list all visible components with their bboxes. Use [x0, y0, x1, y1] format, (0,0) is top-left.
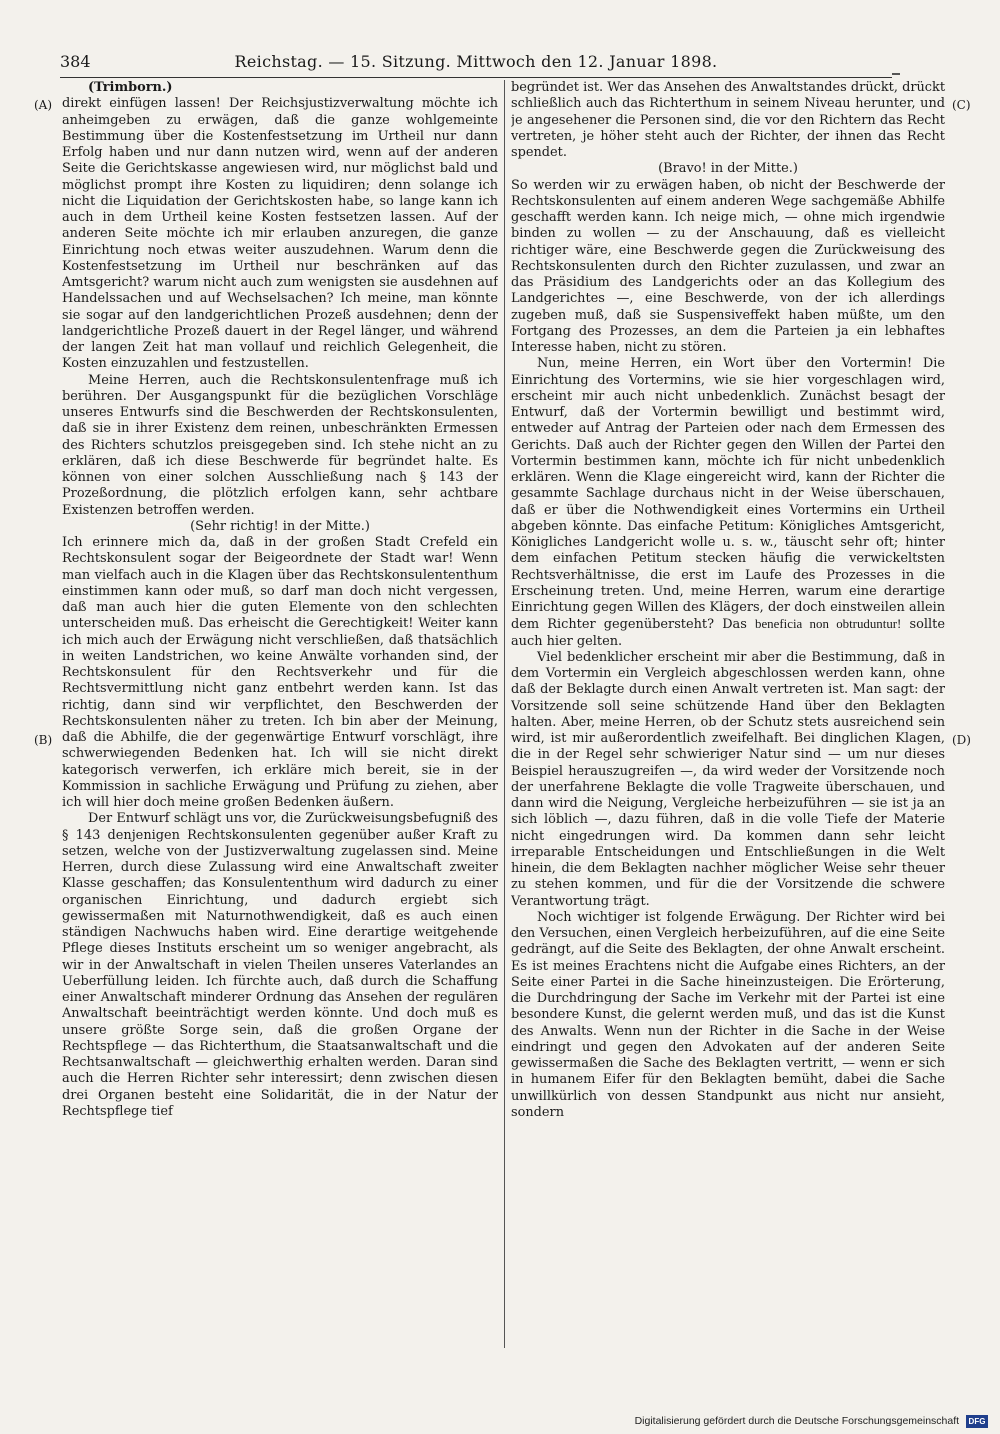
- paragraph: Ich erinnere mich da, daß in der großen Stadt Crefeld ein Rechtskonsulent sogar der Beigeordnete der Stadt war! Wenn man vielfach auch in die Klagen über das Rechtskonsulententhum einstimmen kann oder muß, so darf man doch nicht vergessen, daß man auch hier die guten Elemente von den schlechten unterscheiden muß. Das erheischt die Gerechtigkeit! Weiter kann ich mich auch der Erwägung nicht verschließen, daß thatsächlich in weiten Landstrichen, wo keine Anwälte vorhanden sind, der Rechtskonsulent für den Rechtsverkehr und für die Rechtsvermittlung nicht ganz entbehrt werden kann. Ist das richtig, dann sind wir verpflichtet, den Beschwerden der Rechtskonsulenten näher zu treten. Ich bin aber der Meinung, daß die Abhilfe, die der gegenwärtige Entwurf vorschlägt, ihre schwerwiegenden Bedenken hat. Ich will sie nicht direkt kategorisch verwerfen, ich erkläre mich bereit, sie in der Kommission in sachliche Erwägung und Prüfung zu ziehen, aber ich will hier doch meine großen Bedenken äußern.: [62, 535, 498, 810]
- paragraph: Viel bedenklicher erscheint mir aber die Bestimmung, daß in dem Vortermin ein Vergleich abgeschlossen werden kann, ohne daß der Beklagte durch einen Anwalt vertreten ist. Man sagt: der Vorsitzende soll seine schützende Hand über den Beklagten halten. Aber, meine Herren, ob der Schutz stets ausreichend sein wird, ist mir außerordentlich zweifelhaft. Bei dinglichen Klagen, die in der Regel sehr schwieriger Natur sind — um nur dieses Beispiel herauszugreifen —, da wird weder der Vorsitzende noch der unerfahrene Beklagte die volle Tragweite überschauen, und dann wird die Neigung, Vergleiche herbeizuführen — sie ist ja an sich löblich —, dazu führen, daß in die volle Tiefe der Materie nicht eingedrungen wird. Da kommen dann sehr leicht irreparable Entscheidungen und Entschließungen in die Welt hinein, die dem Beklagten nachher möglicher Weise sehr theuer zu stehen kommen, und für die der Vorsitzende die schwere Verantwortung trägt.: [511, 649, 945, 909]
- margin-marker-b: (B): [34, 733, 53, 747]
- paragraph-text: sollte auch hier gelten.: [511, 617, 945, 649]
- interjection: (Sehr richtig! in der Mitte.): [190, 518, 370, 534]
- page-number: 384: [60, 52, 91, 71]
- paragraph: Noch wichtiger ist folgende Erwägung. Der Richter wird bei den Versuchen, einen Vergleich herbeizuführen, auf die eine Seite gedrängt, auf die Seite des Beklagten, der ohne Anwalt erscheint. Es ist meines Erachtens nicht die Aufgabe eines Richters, an der Seite einer Partei in die Sache hineinzusteigen. Die Erörterung, die Durchdringung der Sache im Verkehr mit der Partei ist eine besondere Kunst, die gelernt werden muß, und das ist die Kunst des Anwalts. Wenn nun der Richter in die Sache in der Weise eindringt und gegen den Advokaten auf der anderen Seite gewissermaßen die Sache des Beklagten vertritt, — wenn er sich in humanem Eifer für den Beklagten bemüht, dabei die Sache unwillkürlich von dessen Standpunkt aus nicht nur ansieht, sondern: [511, 909, 945, 1120]
- column-divider: [504, 80, 505, 1348]
- footer-credit: Digitalisierung gefördert durch die Deutsche Forschungsgemeinschaft: [634, 1415, 960, 1427]
- paragraph: direkt einfügen lassen! Der Reichsjustizverwaltung möchte ich anheimgeben zu erwägen, daß die ganze wohlgemeinte Bestimmung über die Kostenfestsetzung im Urtheil nur dann Erfolg haben und nur dann nutzen wird, wenn auf der anderen Seite die Gerichtskasse angewiesen wird, nur möglichst bald und möglichst prompt ihre Kosten zu liquidiren; denn solange ich nicht die Liquidation der Gerichtskosten habe, so lange kann ich auch in dem Urtheil keine Kosten festsetzen lassen. Auf der anderen Seite möchte ich mir erlauben anzuregen, die ganze Einrichtung noch etwas weiter auszudehnen. Warum denn die Kostenfestsetzung im Urtheil nur beschränken auf das Amtsgericht? warum nicht auch zum wenigsten sie ausdehnen auf Handelssachen und auf Wechselsachen? Ich meine, man könnte sie sogar auf den landgerichtlichen Prozeß ausdehnen; denn der landgerichtliche Prozeß dauert in der Regel länger, und während der langen Zeit hat man vollauf und reichlich Gelegenheit, die Kosten einzuzahlen und festzustellen.: [62, 96, 498, 372]
- paragraph: Meine Herren, auch die Rechtskonsulentenfrage muß ich berühren. Der Ausgangspunkt für die bezüglichen Vorschläge unseres Entwurfs sind die Beschwerden der Rechtskonsulenten, daß sie in ihrer Existenz dem reinen, unbeschränkten Ermessen des Richters schutzlos preisgegeben sind. Ich stehe nicht an zu erklären, daß ich diese Beschwerde für begründet halte. Es können von einer solchen Ausschließung nach § 143 der Prozeßordnung, die plötzlich erfolgen kann, sehr achtbare Existenzen betroffen werden.: [62, 372, 498, 518]
- interjection: (Bravo! in der Mitte.): [658, 161, 798, 177]
- header-rule: [60, 77, 892, 78]
- margin-marker-a: (A): [34, 98, 53, 112]
- running-title: Reichstag. — 15. Sitzung. Mittwoch den 12. Januar 1898.: [234, 52, 718, 71]
- page-header: [60, 50, 892, 74]
- margin-marker-c: (C): [952, 98, 971, 112]
- left-column: [62, 80, 498, 1348]
- dfg-logo-icon: DFG: [966, 1415, 988, 1428]
- footer: [608, 1412, 988, 1430]
- paragraph: So werden wir zu erwägen haben, ob nicht der Beschwerde der Rechtskonsulenten auf einem anderen Wege sachgemäße Abhilfe geschafft werden kann. Ich neige mich, — ohne mich irgendwie binden zu wollen — zu der Anschauung, daß es vielleicht richtiger wäre, eine Beschwerde gegen die Zurückweisung des Rechtskonsulenten durch den Richter zuzulassen, und zwar an das Präsidium des Landgerichts oder an das Kollegium des Landgerichtes —, eine Beschwerde, von der ich allerdings zugeben muß, daß sie Suspensiveffekt haben müßte, um den Fortgang des Prozesses, an dem die Parteien ja ein lebhaftes Interesse haben, nicht zu stören.: [511, 177, 945, 355]
- paragraph: begründet ist. Wer das Ansehen des Anwaltstandes drückt, drückt schließlich auch das Richterthum in seinem Niveau herunter, und je angesehener die Personen sind, die vor den Richtern das Recht vertreten, je höher steht auch der Richter, der ihnen das Recht spendet.: [511, 80, 945, 160]
- latin-phrase: beneficia non obtruduntur!: [755, 617, 902, 632]
- paragraph: [511, 356, 945, 650]
- right-column: [511, 80, 945, 1348]
- paragraph: Der Entwurf schlägt uns vor, die Zurückweisungsbefugniß des § 143 denjenigen Rechtskonsulenten gegenüber außer Kraft zu setzen, welche von der Justizverwaltung zugelassen sind. Meine Herren, durch diese Zulassung wird eine Anwaltschaft zweiter Klasse geschaffen; das Konsulententhum wird dadurch zu einer organischen Einrichtung, und dadurch ergiebt sich gewissermaßen mit Naturnothwendigkeit, daß es auch einen ständigen Nachwuchs haben wird. Eine derartige weitgehende Pflege dieses Instituts erscheint um so weniger angebracht, als wir in der Anwaltschaft in vielen Theilen unseres Vaterlandes an Ueberfüllung leiden. Ich fürchte auch, daß durch die Schaffung einer Anwaltschaft minderer Ordnung das Ansehen der regulären Anwaltschaft beeinträchtigt werden könnte. Und doch muß es unsere größte Sorge sein, daß die großen Organe der Rechtspflege — das Richterthum, die Staatsanwaltschaft und die Rechtsanwaltschaft — gleichwerthig erhalten werden. Daran sind auch die Herren Richter sehr interessirt; denn zwischen diesen drei Organen besteht eine Solidarität, die in der Natur der Rechtspflege tief: [62, 811, 498, 1119]
- speaker-name: (Trimborn.): [88, 80, 173, 95]
- paragraph-text: Nun, meine Herren, ein Wort über den Vortermin! Die Einrichtung des Vortermins, wie sie hier vorgeschlagen wird, erscheint mir auch nicht unbedenklich. Zunächst besagt der Entwurf, daß der Vortermin bewilligt und bestimmt wird, entweder auf Antrag der Parteien oder nach dem Ermessen des Gerichts. Daß auch der Richter gegen den Willen der Partei den Vortermin bestimmen kann, möchte ich für nicht unbedenklich erklären. Wenn die Klage eingereicht wird, kann der Richter die gesammte Sachlage durchaus nicht in der Weise überschauen, daß er über die Nothwendigkeit eines Vortermins ein Urtheil abgeben könnte. Das einfache Petitum: Königliches Amtsgericht, Königliches Landgericht wolle u. s. w., täuscht sehr oft; hinter dem einfachen Petitum stecken häufig die verwickeltsten Rechtsverhältnisse, die erst im Laufe des Prozesses in die Erscheinung treten. Und, meine Herren, warum eine derartige Einrichtung gegen Willen des Klägers, der doch einstweilen allein dem Richter gegenübersteht? Das: [511, 356, 945, 633]
- edge-mark: [892, 73, 900, 75]
- margin-marker-d: (D): [952, 733, 971, 747]
